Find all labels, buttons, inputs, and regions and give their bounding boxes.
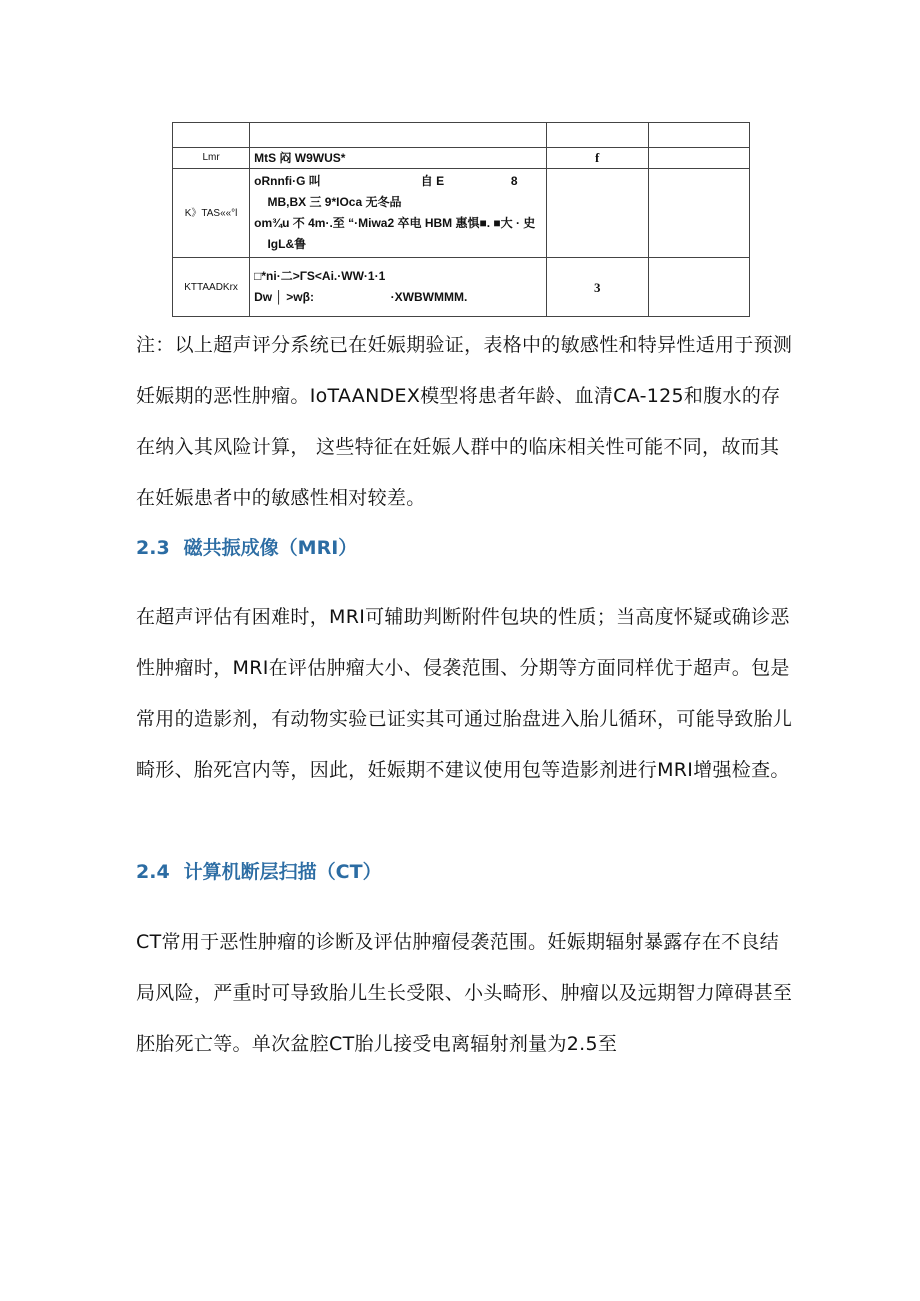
section-number: 2.4 xyxy=(136,861,170,883)
cell-line: □*ni·二>ΓS<Ai.·WW·1·1 xyxy=(254,269,386,283)
cell-line: om¾u 不 4m·.至 “·Miwa2 卒电 HBM 惠惧■. ■大 · 史 xyxy=(254,216,536,230)
section-title: 计算机断层扫描（CT） xyxy=(183,861,382,883)
table-cell xyxy=(250,123,547,148)
table-cell xyxy=(546,169,648,258)
cell-line: oRnnfi·G 叫 自 E 8 xyxy=(254,174,518,188)
section-heading-mri xyxy=(136,533,357,560)
table-cell xyxy=(648,148,749,169)
ct-paragraph: CT常用于恶性肿瘤的诊断及评估肿瘤侵袭范围。妊娠期辐射暴露存在不良结局风险，严重时可导致胎儿生长受限、小头畸形、肿瘤以及远期智力障碍甚至胚胎死亡等。单次盆腔CT胎儿接受电离辐射剂量为2.5至 xyxy=(136,931,793,1055)
table-cell xyxy=(250,258,547,317)
table-cell xyxy=(546,123,648,148)
cell-line: MtS 闷 W9WUS* xyxy=(254,151,346,165)
scanned-score-table xyxy=(172,122,750,317)
table-row xyxy=(173,148,750,169)
table-row xyxy=(173,258,750,317)
cell-line: Dw │ >wβ: ·XWBWMMM. xyxy=(254,290,468,304)
section-heading-ct xyxy=(136,857,382,884)
table-cell xyxy=(250,169,547,258)
cell-line: IgL&鲁 xyxy=(254,237,307,251)
table-cell xyxy=(648,123,749,148)
table-cell xyxy=(648,169,749,258)
table-cell: 3 xyxy=(546,258,648,317)
table-cell xyxy=(173,123,250,148)
mri-paragraph: 在超声评估有困难时，MRI可辅助判断附件包块的性质；当高度怀疑或确诊恶性肿瘤时，MRI在评估肿瘤大小、侵袭范围、分期等方面同样优于超声。包是常用的造影剂，有动物实验已证实其可通过胎盘进入胎儿循环，可能导致胎儿畸形、胎死宫内等，因此，妊娠期不建议使用包等造影剂进行MRI增强检查。 xyxy=(136,606,793,781)
table-cell: Lmr xyxy=(173,148,250,169)
table-row xyxy=(173,169,750,258)
table-cell: f xyxy=(546,148,648,169)
table-note: 注：以上超声评分系统已在妊娠期验证，表格中的敏感性和特异性适用于预测妊娠期的恶性肿瘤。IoTAANDEX模型将患者年龄、血清CA-125和腹水的存在纳入其风险计算， 这些特征在妊娠人群中的临床相关性可能不同，故而其在妊娠患者中的敏感性相对较差。 xyxy=(136,334,793,509)
table-cell xyxy=(648,258,749,317)
table-row xyxy=(173,123,750,148)
table-cell xyxy=(250,148,547,169)
section-title: 磁共振成像（MRI） xyxy=(183,537,358,559)
cell-line: MB,BX 三 9*IOca 无冬品 xyxy=(254,195,402,209)
table-cell: KTTAADKrx xyxy=(173,258,250,317)
table-cell: K》TAS««°l xyxy=(173,169,250,258)
section-number: 2.3 xyxy=(136,537,170,559)
